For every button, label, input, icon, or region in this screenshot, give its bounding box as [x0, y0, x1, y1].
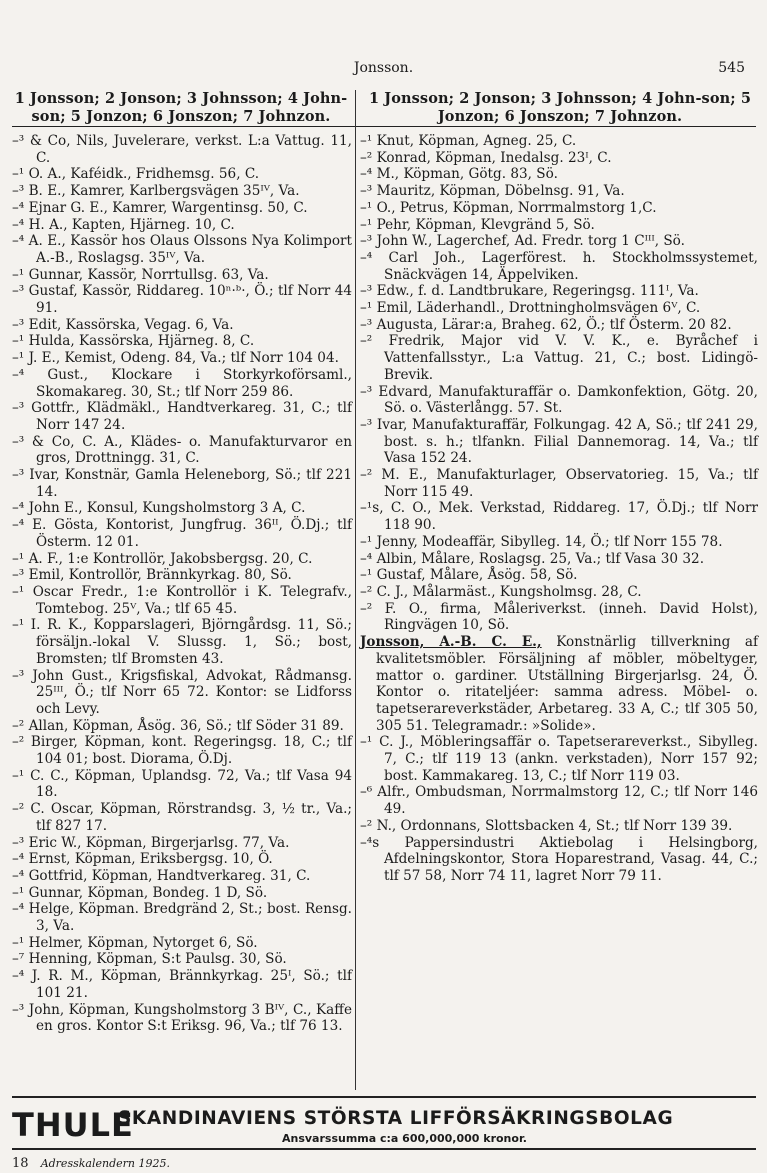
thule-advert: [12, 1096, 756, 1156]
right-entries-group-after: [360, 734, 758, 884]
directory-entry: –⁴ Carl Joh., Lagerförest. h. Stockholmssystemet, Snäckvägen 14, Äppelviken.: [360, 249, 758, 283]
directory-entry: –³ Augusta, Lärar:a, Braheg. 62, Ö.; tlf Österm. 20 82.: [360, 316, 732, 333]
directory-entry: –⁴ H. A., Kapten, Hjärneg. 10, C.: [12, 216, 235, 233]
directory-entry: –³ & Co, C. A., Klädes- o. Manufakturvaror en gros, Drottningg. 31, C.: [12, 433, 352, 467]
directory-entry: –³ Edvard, Manufakturaffär o. Damkonfektion, Götg. 20, Sö. o. Västerlångg. 57. St.: [360, 383, 758, 417]
directory-entry: –³ John W., Lagerchef, Ad. Fredr. torg 1 Cᴵᴵᴵ, Sö.: [360, 233, 685, 250]
running-title: Jonsson.: [353, 60, 414, 76]
directory-entry: –³ B. E., Kamrer, Karlbergsvägen 35ᴵⱽ, Va.: [12, 183, 300, 200]
directory-entry: –³ Edw., f. d. Landtbrukare, Regeringsg. 111ᴵ, Va.: [360, 283, 699, 300]
directory-entry: –¹ C. J., Möbleringsaffär o. Tapetserareverkst., Sibylleg. 7, C.; tlf 119 13 (ankn. verkstaden), Norr 157 92; bost. Kammakareg. 13, C.; tlf Norr 119 03.: [360, 734, 758, 784]
directory-entry: –³ Emil, Kontrollör, Brännkyrkag. 80, Sö.: [12, 567, 292, 584]
directory-entry: –¹s, C. O., Mek. Verkstad, Riddareg. 17, Ö.Dj.; tlf Norr 118 90.: [360, 500, 758, 534]
sheet-number: 18: [12, 1156, 29, 1171]
column-divider: [355, 90, 356, 1090]
directory-entry: –¹ Pehr, Köpman, Klevgränd 5, Sö.: [360, 216, 595, 233]
thule-logo: THULE: [12, 1106, 134, 1144]
directory-entry: –¹ Oscar Fredr., 1:e Kontrollör i K. Telegrafv., Tomtebog. 25ⱽ, Va.; tlf 65 45.: [12, 583, 352, 617]
directory-entry: –³ Gustaf, Kassör, Riddareg. 10ⁿ·ᵇ·, Ö.; tlf Norr 44 91.: [12, 283, 352, 317]
directory-entry: –² C. Oscar, Köpman, Rörstrandsg. 3, ½ tr., Va.; tlf 827 17.: [12, 801, 352, 834]
page-number: 545: [718, 60, 745, 76]
directory-entry: –¹ O. A., Kaféidk., Fridhemsg. 56, C.: [12, 166, 260, 183]
directory-entry: –³ Eric W., Köpman, Birgerjarlsg. 77, Va.: [12, 834, 290, 851]
directory-entry: –⁴ Gottfrid, Köpman, Handtverkareg. 31, C.: [12, 867, 311, 884]
directory-entry: –³ Edit, Kassörska, Vegag. 6, Va.: [12, 316, 234, 333]
directory-entry: –⁴ Helge, Köpman. Bredgränd 2, St.; bost. Rensg. 3, Va.: [12, 901, 352, 935]
directory-entry: –² N., Ordonnans, Slottsbacken 4, St.; tlf Norr 139 39.: [360, 817, 733, 834]
directory-entry: –² Fredrik, Major vid V. V. K., e. Byråchef i Vattenfallsstyr., L:a Vattug. 21, C.; bost. Lidingö-Brevik.: [360, 333, 758, 383]
directory-entry: –³ John Gust., Krigsfiskal, Advokat, Rådmansg. 25ᴵᴵᴵ, Ö.; tlf Norr 65 72. Kontor: se Lidforss och Levy.: [12, 667, 352, 717]
directory-entry: –³ Mauritz, Köpman, Döbelnsg. 91, Va.: [360, 183, 625, 200]
directory-entry: –⁴ Ernst, Köpman, Eriksbergsg. 10, Ö.: [12, 851, 273, 868]
page-footer: [12, 1156, 170, 1171]
directory-entry: –⁴ Albin, Målare, Roslagsg. 25, Va.; tlf Vasa 30 32.: [360, 550, 705, 567]
advert-subline: Ansvarssumma c:a 600,000,000 kronor.: [282, 1132, 527, 1145]
catalogue-name: Adresskalendern 1925.: [40, 1157, 170, 1170]
firm-entry: [360, 634, 758, 734]
directory-entry: –¹ Jenny, Modeaffär, Sibylleg. 14, Ö.; tlf Norr 155 78.: [360, 533, 723, 550]
directory-entry: –⁴s Pappersindustri Aktiebolag i Helsingborg, Afdelningskontor, Stora Hoparestrand, Vasag. 44, C.; tlf 57 58, Norr 74 11, lagret Norr 79 11.: [360, 834, 758, 884]
directory-entry: –¹ Knut, Köpman, Agneg. 25, C.: [360, 133, 577, 149]
directory-entry: –¹ Gunnar, Kassör, Norrtullsg. 63, Va.: [12, 266, 269, 283]
directory-entry: –³ Ivar, Konstnär, Gamla Heleneborg, Sö.; tlf 221 14.: [12, 467, 352, 500]
advert-slogan: SKANDINAVIENS STÖRSTA LIFFÖRSÄKRINGSBOLAG: [118, 1108, 674, 1129]
directory-entry: –⁴ Gust., Klockare i Storkyrkoförsaml., Skomakareg. 30, St.; tlf Norr 259 86.: [12, 366, 352, 400]
directory-entry: –⁴ A. E., Kassör hos Olaus Olssons Nya Kolimport A.-B., Roslagsg. 35ᴵⱽ, Va.: [12, 233, 352, 266]
directory-entry: –⁶ Alfr., Ombudsman, Norrmalmstorg 12, C.; tlf Norr 146 49.: [360, 784, 758, 818]
directory-entry: –³ Gottfr., Klädmäkl., Handtverkareg. 31, C.; tlf Norr 147 24.: [12, 400, 352, 433]
directory-entry: –³ John, Köpman, Kungsholmstorg 3 Bᴵⱽ, C., Kaffe en gros. Kontor S:t Eriksg. 96, Va.; tlf 76 13.: [12, 1001, 352, 1035]
directory-entry: –² Konrad, Köpman, Inedalsg. 23ᴵ, C.: [360, 149, 612, 166]
firm-description: Konstnärlig tillverkning af kvalitetsmöbler. Försäljning af möbler, möbeltyger, mattor o. gardiner. Utställning Birgerjarlsg. 24, Ö. Kontor o. ritateljéer: samma adress. Möbel- o. tapetserareverkstäder, Arbetareg. 33 A, C.; tlf 305 50, 305 51. Telegramadr.: »Solide».: [376, 634, 758, 734]
directory-entry: –⁴ J. R. M., Köpman, Brännkyrkag. 25ᴵ, Sö.; tlf 101 21.: [12, 968, 352, 1001]
spelling-guide-left: 1 Jonsson; 2 Jonson; 3 Johnsson; 4 John-son; 5 Jonzon; 6 Jonszon; 7 Johnzon.: [14, 90, 348, 125]
directory-entry: –² F. O., firma, Måleriverkst. (inneh. David Holst), Ringvägen 10, Sö.: [360, 600, 758, 634]
header-rule: [12, 126, 756, 127]
directory-entry: –¹ A. F., 1:e Kontrollör, Jakobsbergsg. 20, C.: [12, 550, 313, 567]
directory-entry: –¹ C. C., Köpman, Uplandsg. 72, Va.; tlf Vasa 94 18.: [12, 767, 352, 801]
directory-entry: –³ & Co, Nils, Juvelerare, verkst. L:a Vattug. 11, C.: [12, 133, 352, 166]
directory-entry: –¹ Gunnar, Köpman, Bondeg. 1 D, Sö.: [12, 884, 268, 901]
directory-entry: –¹ Hulda, Kassörska, Hjärneg. 8, C.: [12, 333, 255, 350]
directory-entry: –¹ Helmer, Köpman, Nytorget 6, Sö.: [12, 934, 258, 951]
directory-entry: –² Birger, Köpman, kont. Regeringsg. 18, C.; tlf 104 01; bost. Diorama, Ö.Dj.: [12, 734, 352, 768]
directory-entry: –¹ Emil, Läderhandl., Drottningholmsvägen 6ⱽ, C.: [360, 300, 701, 317]
advert-rule-bottom: [12, 1148, 756, 1150]
directory-entry: –¹ Gustaf, Målare, Åsög. 58, Sö.: [360, 567, 578, 584]
page-header: [0, 56, 767, 82]
directory-entry: –² Allan, Köpman, Åsög. 36, Sö.; tlf Söder 31 89.: [12, 717, 344, 734]
directory-entry: –¹ J. E., Kemist, Odeng. 84, Va.; tlf Norr 104 04.: [12, 350, 339, 367]
directory-entry: –³ Ivar, Manufakturaffär, Folkungag. 42 A, Sö.; tlf 241 29, bost. s. h.; tlfankn. Filial Dannemorag. 14, Va.; tlf Vasa 152 24.: [360, 416, 758, 467]
directory-entry: –² C. J., Målarmäst., Kungsholmsg. 28, C.: [360, 583, 642, 600]
directory-entry: –² M. E., Manufakturlager, Observatorieg. 15, Va.; tlf Norr 115 49.: [360, 467, 758, 500]
firm-name: Jonsson, A.-B. C. E.,: [360, 634, 542, 651]
directory-entry: –⁴ E. Gösta, Kontorist, Jungfrug. 36ᴵᴵ, Ö.Dj.; tlf Österm. 12 01.: [12, 517, 352, 550]
advert-rule-top: [12, 1096, 756, 1098]
directory-entry: –¹ O., Petrus, Köpman, Norrmalmstorg 1,C.: [360, 199, 657, 216]
spelling-guide-right: 1 Jonsson; 2 Jonson; 3 Johnsson; 4 John-son; 5 Jonzon; 6 Jonszon; 7 Johnzon.: [368, 90, 752, 125]
right-column: [360, 133, 758, 885]
directory-entry: –⁴ Ejnar G. E., Kamrer, Wargentinsg. 50, C.: [12, 199, 308, 216]
right-entries-group: [360, 133, 758, 634]
directory-entry: –⁴ M., Köpman, Götg. 83, Sö.: [360, 166, 558, 183]
directory-entry: –¹ I. R. K., Kopparslageri, Björngårdsg. 11, Sö.; försäljn.-lokal V. Slussg. 1, Sö.; bost, Bromsten; tlf Bromsten 43.: [12, 617, 352, 667]
left-column: [12, 133, 352, 1035]
directory-entry: –⁴ John E., Konsul, Kungsholmstorg 3 A, C.: [12, 500, 306, 517]
directory-entry: –⁷ Henning, Köpman, S:t Paulsg. 30, Sö.: [12, 951, 287, 968]
